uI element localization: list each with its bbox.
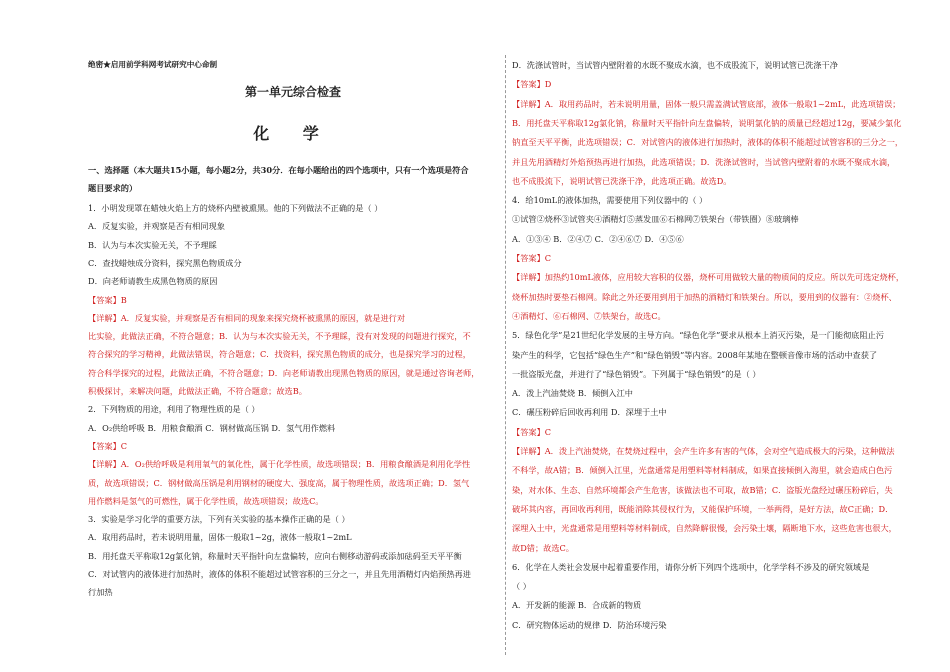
question-line: 一批盗版光盘，并进行了“绿色销毁”。下列属于“绿色销毁”的是（ ） — [512, 368, 761, 379]
answer-explanation-line: 比实验，此做法正确，不符合题意；B．认为与本次实验无关，不予理睬，没有对发现的问题进行探究，不 — [88, 331, 471, 342]
answer-explanation-line: 故D错；故选C。 — [512, 542, 574, 553]
answer-explanation-line: 【答案】C — [512, 253, 552, 263]
answer-explanation-line: 【答案】C — [512, 426, 552, 437]
question-line: A．①③④ B．②④⑦ C．②④⑥⑦ D．④⑤⑥ — [512, 233, 684, 244]
question-line: D．向老师请教生成黑色物质的原因 — [88, 276, 218, 287]
question-line: B．认为与本次实验无关，不予理睬 — [88, 239, 217, 250]
unit-title: 第一单元综合检查 — [244, 85, 341, 99]
section-heading-line2: 题目要求的） — [88, 183, 138, 193]
question-line: 5．绿色化学”是21世纪化学发展的主导方向。“绿色化学”要求从根本上消灭污染，是一门能彻底阻止污 — [512, 330, 885, 341]
question-line: 6．化学在人类社会发展中起着重要作用，请你分析下列四个选项中，化学学科不涉及的研究领域是 — [512, 561, 870, 572]
answer-explanation-line: 烧杯加热时要垫石棉网。除此之外还要用到用于加热的酒精灯和铁架台。所以，要用到的仪器有：②烧杯、 — [512, 291, 897, 302]
answer-explanation-line: B．用托盘天平称取12g氯化钠，称量时天平指针向左盘偏转，说明氯化钠的质量已经超过12g，要减少氯化 — [512, 117, 902, 128]
answer-explanation-line: 也不成股流下，说明试管已洗涤干净，此选项正确。故选D。 — [512, 175, 732, 186]
answer-explanation-line: 【答案】B — [88, 294, 127, 305]
question-line: ①试管②烧杯③试管夹④酒精灯⑤蒸发皿⑥石棉网⑦铁架台（带铁圈）⑧玻璃棒 — [512, 214, 799, 225]
question-line: C．查找蜡烛成分资料，探究黑色物质成分 — [88, 257, 242, 268]
question-line: 染产生的科学，它包括“绿色生产”和“绿色销毁”等内容。2008年某地在整顿音像市场的活动中查获了 — [512, 349, 878, 360]
question-line: C．研究物体运动的规律 D．防治环境污染 — [512, 619, 667, 630]
answer-explanation-line: 【答案】D — [512, 79, 552, 90]
answer-explanation-line: 【详解】加热约10mL液体，应用较大容积的仪器，烧杯可用做较大量的物质间的反应。所以先可选定烧杯， — [512, 272, 905, 283]
question-line: C．碾压粉碎后回收再利用 D．深埋于土中 — [512, 407, 667, 418]
question-line: 1．小明发现罩在蜡烛火焰上方的烧杯内壁被熏黑。他的下列做法不正确的是（ ） — [88, 203, 383, 213]
answer-explanation-line: 染，对水体、生态、自然环境都会产生危害，该做法也不可取，故B错；C．盗版光盘经过碾压粉碎后，失 — [512, 484, 893, 495]
secret-note: 绝密★启用前学科网考试研究中心命制 — [88, 60, 218, 69]
question-line: （ ） — [512, 581, 531, 592]
answer-explanation-line: 深埋入土中，光盘通常是用塑料等材料制成，自然降解很慢，会污染土壤，隔断地下水，这些危害也很大， — [512, 523, 897, 534]
answer-explanation-line: 用作燃料是氢气的可燃性，属于化学性质，故选项错误；故选C。 — [88, 495, 324, 506]
question-line: 4．给10mL的液体加热，需要使用下列仪器中的（ ） — [512, 195, 708, 206]
answer-explanation-line: 【详解】A．取用药品时，若未说明用量，固体一般只需盖满试管底部，液体一般取1~2mL，此选项错误； — [512, 98, 901, 109]
question-line: C．对试管内的液体进行加热时，液体的体积不能超过试管容积的三分之一，并且先用酒精灯内焰预热再进 — [88, 569, 471, 579]
answer-explanation-line: 【详解】A．反复实验，并观察是否有相同的现象来探究烧杯被熏黑的原因，就是进行对 — [88, 312, 406, 323]
section-heading-line1: 一、选择题（本大题共15小题，每小题2分，共30分．在每小题给出的四个选项中，只有一个选项是符合 — [88, 165, 469, 175]
answer-explanation-line: 钠直至天平平衡，此选项错误；C．对试管内的液体进行加热时，液体的体积不能超过试管容积的三分之一， — [512, 137, 904, 148]
answer-explanation-line: ④酒精灯、⑥石棉网、⑦铁架台，故选C。 — [512, 310, 666, 321]
question-line: A．取用药品时，若未说明用量，固体一般取1~2g，液体一般取1~2mL — [88, 532, 352, 543]
question-line: B．用托盘天平称取12g氯化钠，称量时天平指针向左盘偏转，应向右侧移动游码或添加砝码至天平平衡 — [88, 550, 462, 561]
question-line: 2．下列物质的用途，利用了物理性质的是（ ） — [88, 404, 260, 415]
question-line: 行加热 — [88, 587, 113, 598]
question-line: 3．实验是学习化学的重要方法，下列有关实验的基本操作正确的是（ ） — [88, 514, 350, 525]
answer-explanation-line: 质，故选项错误；C．钢材做高压锅是利用钢材的硬度大、强度高，属于物理性质，故选项正确；D．氢气 — [88, 477, 470, 488]
answer-explanation-line: 【详解】A．泼上汽油焚烧，在焚烧过程中，会产生许多有害的气体，会对空气造成极大的污染，这种做法 — [512, 446, 895, 456]
answer-explanation-line: 符合探究的学习精神，此做法错误，符合题意；C．找资料，探究黑色物质的成分，也是探究学习的过程， — [88, 349, 471, 360]
question-line: A．反复实验，并观察是否有相同现象 — [88, 221, 225, 232]
question-line: A．开发新的能源 B．合成新的物质 — [512, 600, 642, 611]
answer-explanation-line: 破坏其内容，再回收再利用，既能消除其侵权行为，又能保护环境，一举两得，是好方法，故C正确；D． — [512, 503, 894, 514]
answer-explanation-line: 不科学，故A错；B．倾倒入江里，光盘通常是用塑料等材料制成，如果直接倾倒入海里，就会造成白色污 — [512, 465, 893, 476]
answer-explanation-line: 【详解】A．O₂供给呼吸是利用氧气的氧化性，属于化学性质，故选项错误；B．用粮食酿酒是利用化学性 — [88, 459, 471, 470]
subject-title: 化 学 — [253, 124, 333, 143]
answer-explanation-line: 并且先用酒精灯外焰预热再进行加热，此选项错误；D．洗涤试管时，当试管内壁附着的水既不聚成水滴， — [512, 156, 896, 167]
question-line: A．O₂供给呼吸 B．用粮食酿酒 C．钢材做高压锅 D．氢气用作燃料 — [88, 422, 336, 433]
column-divider — [505, 55, 506, 655]
answer-explanation-line: 【答案】C — [88, 440, 128, 451]
answer-explanation-line: 符合科学探究的过程，此做法正确，不符合题意；D．向老师请教出现黑色物质的原因，就是通过咨询老师， — [88, 367, 480, 378]
question-line: A．泼上汽油焚烧 B．倾倒入江中 — [512, 388, 633, 399]
question-line: D．洗涤试管时，当试管内壁附着的水既不聚成水滴，也不成股流下，说明试管已洗涤干净 — [512, 60, 838, 70]
answer-explanation-line: 积极探讨，来解决问题，此做法正确，不符合题意；故选B。 — [88, 386, 307, 396]
